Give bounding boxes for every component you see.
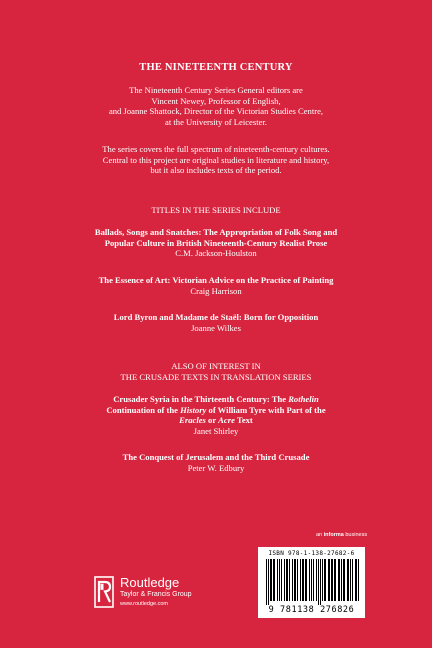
- heading-line: THE CRUSADE TEXTS IN TRANSLATION SERIES: [120, 371, 312, 382]
- publisher-group: Taylor & Francis Group: [120, 591, 192, 598]
- entry-title-line: Popular Culture in British Nineteenth-Century Realist Prose: [104, 237, 328, 248]
- entry-title-line: The Essence of Art: Victorian Advice on the Practice of Painting: [98, 275, 334, 285]
- description-paragraph: [54, 144, 378, 176]
- informa-prefix: an: [316, 532, 324, 538]
- entry-author: Peter W. Edbury: [187, 462, 245, 473]
- entry-author: Joanne Wilkes: [191, 322, 241, 333]
- title-italic: Rothelin: [288, 394, 319, 404]
- title-text: or: [205, 415, 219, 426]
- entry-title-line: [54, 394, 378, 405]
- title-italic: History: [180, 404, 207, 415]
- conquest-entry: [54, 452, 378, 473]
- informa-suffix: business: [343, 532, 368, 538]
- entry-title-line: Ballads, Songs and Snatches: The Appropriation of Folk Song and: [94, 227, 338, 237]
- title-italic: Acre: [218, 415, 235, 426]
- informa-tagline: [316, 532, 367, 538]
- routledge-logo-icon: [94, 576, 116, 610]
- editors-line: Vincent Newey, Professor of English,: [151, 95, 281, 106]
- title-text: Text: [234, 415, 253, 426]
- publisher-name: Routledge: [120, 575, 180, 590]
- series-title-entry: [54, 312, 378, 333]
- entry-title-line: [54, 405, 378, 416]
- titles-heading: TITLES IN THE SERIES INCLUDE: [151, 205, 281, 215]
- editors-line: and Joanne Shattock, Director of the Victorian Studies Centre,: [108, 106, 324, 117]
- description-line: The series covers the full spectrum of nineteenth-century cultures.: [102, 144, 330, 154]
- barcode-digits: 9 781138 276826: [268, 605, 355, 615]
- title-italic: Eracles: [179, 415, 206, 426]
- series-title: THE NINETEENTH CENTURY: [139, 62, 293, 73]
- publisher-logo: [94, 574, 214, 614]
- series-title-entry: [54, 227, 378, 259]
- description-line: Central to this project are original studies in literature and history,: [102, 154, 330, 165]
- crusade-entry: [54, 394, 378, 436]
- entry-author: C.M. Jackson-Houlston: [175, 248, 257, 259]
- entry-title-line: The Conquest of Jerusalem and the Third Crusade: [122, 452, 310, 462]
- heading-line: ALSO OF INTEREST IN: [171, 361, 261, 371]
- editors-line: at the University of Leicester.: [165, 116, 267, 127]
- publisher-url: www.routledge.com: [120, 601, 168, 607]
- informa-brand: informa: [323, 532, 344, 538]
- description-line: but it also includes texts of the period.: [150, 165, 282, 176]
- title-text: Crusader Syria in the Thirteenth Century: The: [113, 394, 289, 404]
- also-of-interest-heading: [54, 361, 378, 382]
- isbn-barcode: [258, 547, 365, 618]
- editors-line: The Nineteenth Century Series General editors are: [129, 85, 303, 95]
- entry-title-line: Lord Byron and Madame de Staël: Born for Opposition: [113, 312, 319, 322]
- isbn-label: ISBN 978-1-138-27682-6: [268, 550, 355, 557]
- entry-author: Janet Shirley: [193, 425, 239, 436]
- title-text: Continuation of the: [106, 404, 181, 415]
- title-text: of William Tyre with Part of the: [206, 404, 326, 415]
- editors-paragraph: [54, 85, 378, 127]
- series-title-entry: [54, 275, 378, 296]
- entry-title-line: [54, 415, 378, 426]
- barcode-icon: [264, 559, 359, 605]
- entry-author: Craig Harrison: [190, 285, 242, 296]
